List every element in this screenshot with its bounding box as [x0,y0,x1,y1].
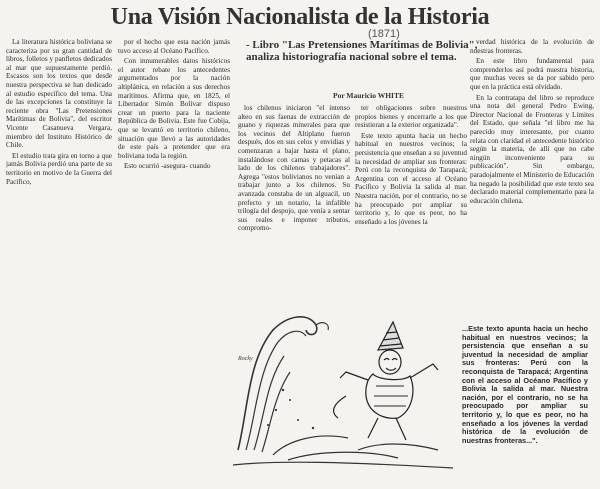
column-3 [238,104,350,282]
column-paragraph: La literatura histórica boliviana se caracteriza por su gran cantidad de libros, folletos y panfletos dedicados al mar que supuestamente perdió. Escasos son los textos que desde nuestra perspectiva se han dedicado al estudio específico del tema. Una de las excepciones la constituye la reciente obra "Las Pretensiones Marítimas de Bolivia", del escritor Vicente Casanueva Vergara, miembro del Instituto Histórico de Chile. [6,38,112,150]
deck-subtitle: - Libro "Las Pretensiones Marítimas de Bolivia", analiza historiografía nacional sobre el tema. [246,39,478,63]
column-paragraph: Este texto apunta hacia un hecho habitual en nuestros vecinos; la persistencia que enseñan a su juventud la necesidad de ampliar sus fronteras: Perú con la reconquista de Tarapacá; Argentina con el acceso al Océano Pacífico y Bolivia la salida al mar. Nuestra nación, por el contrario, no se ha preocupado por ampliar su territorio y, lo que es peor, no ha enseñado a los jóvenes la [355,131,467,226]
column-paragraph: los chilenos iniciaron "el intenso alteo en sus faenas de extracción de guano y riquezas minerales para que los vecinos del Altiplano fueron después, dos en sus celos y envidias y comenzaran a bajar hasta el plano, instalándose con camas y petacas al lado de los chilenos trabajadores". Agrega "estos bolivianos no venían a trabajar junto a los chilenos. Su avanzada constaba de un alguacil, un prefecto y un notario, la infalible trilogía del despojo, que venía a sentar sus reales e imponer tributos, compromo- [238,104,350,233]
cartoon-illustration [228,300,458,472]
column-5 [470,38,594,288]
pull-quote: ...Este texto apunta hacia un hecho habitual en nuestros vecinos; la persistencia que enseñan a su juventud la necesidad de ampliar sus fronteras: Perú con la reconquista de Tarapacá; Argentina con el acceso al Océano Pacífico y Bolivia la salida al mar. Nuestra nación, por el contrario, no se ha preocupado por ampliar su territorio y, lo que es peor, no ha enseñado a los jóvenes la verdad histórica de la evolución de nuestras fronteras...". [462,324,588,445]
column-paragraph: El estudio trata gira en torno a que jamás Bolivia perdió una parte de su territorio en motivo de la Guerra del Pacífico, [6,151,112,186]
cartoonist-signature: Rocky [238,356,253,362]
column-1 [6,38,112,210]
column-paragraph: En la contratapa del libro se reproduce una nota del general Pedro Ewing, Director Nacional de Fronteras y Límites del Estado, que señala "el libro me ha parecido muy interesante, por cuanto relata con claridad el antecedente histórico según la materia, de allí que no cabe ningún inconveniente para su publicación". Sin embargo, paradojalmente el Ministerio de Educación ha negado la posibilidad que este texto sea declarado material complementario para la educación chilena. [470,93,594,205]
headline: Una Visión Nacionalista de la Historia [110,4,490,30]
column-paragraph: En este libro fundamental para comprenderlos así podrá nuestra historia, que muchas veces se da por sabido pero que en la práctica está olvidado. [470,57,594,91]
column-4 [355,104,467,284]
column-paragraph: por el hecho que esta nación jamás tuvo acceso al Océano Pacífico. [118,38,230,55]
byline: Por Mauricio WHITE [333,91,404,100]
column-paragraph: Con innumerables datos históricos el autor rebate los antecedentes argumentados por la nación altiplánica, en relación a sus derechos marítimos. Afirma que, en 1825, el Libertador Simón Bolívar dispuso crear un puerto para la naciente República de Bolivia. Este fue Cobija, que se levantó en territorio chileno, situación que llevó a las autoridades de este país a pretender que era boliviana toda la región. [118,57,230,160]
handwritten-stamp: (1871) [368,28,400,40]
column-paragraph: Esto ocurrió -asegura- cuando [124,162,211,171]
column-2 [118,38,230,183]
column-paragraph: verdad histórica de la evolución de nuestras fronteras. [470,38,594,55]
column-paragraph: ter obligaciones sobre nuestros propios bienes y encerrarle a los que resistieran a la exterior organizada". [355,104,467,130]
